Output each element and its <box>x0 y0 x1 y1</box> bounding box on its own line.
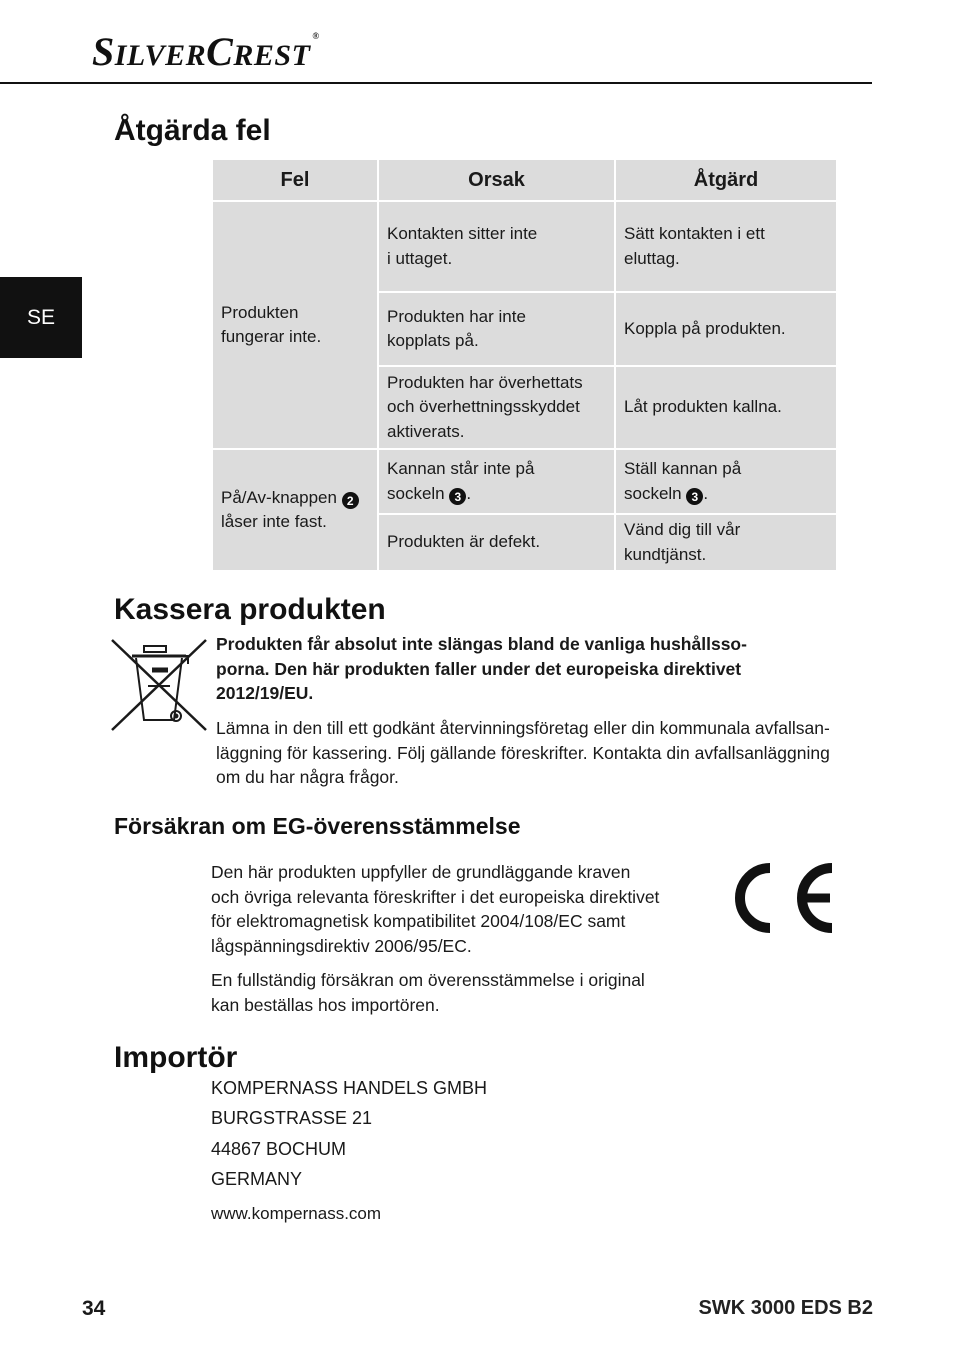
cause-cell: Produkten har överhettats och överhettningsskyddet aktiverats. <box>378 366 615 449</box>
importer-name: KOMPERNASS HANDELS GMBH <box>211 1078 488 1098</box>
registered-mark: ® <box>312 31 320 41</box>
logo-text: ILVER <box>114 39 207 72</box>
remedy-cell: Sätt kontakten i ett eluttag. <box>615 201 837 292</box>
disposal-text: Lämna in den till ett godkänt återvinningsföretag eller din kommunala avfallsan- läggning för kassering. Följ gällande föreskrifter. Kontakta din avfallsanläggning om du har några frågor. <box>216 718 830 787</box>
brand-logo <box>92 29 320 74</box>
model-number: SWK 3000 EDS B2 <box>698 1297 873 1319</box>
column-header: Fel <box>212 159 378 201</box>
importer-website-link[interactable]: www.kompernass.com <box>211 1204 382 1223</box>
language-tab-label: SE <box>26 305 55 329</box>
logo-text: REST <box>233 39 311 72</box>
cause-cell: Kannan står inte på sockeln 3 . <box>378 449 615 514</box>
remedy-cell: Ställ kannan på sockeln 3 . <box>615 449 837 514</box>
conformity-paragraph: Den här produkten uppfyller de grundläggande kraven och övriga relevanta föreskrifter i det europeiska direktivet för elektromagnetisk kompatibilitet 2004/108/EC samt lågspänningsdirektiv 2006/95/EC. <box>211 862 660 956</box>
language-tab <box>0 277 82 358</box>
number-3-icon: 3 <box>449 488 466 505</box>
conformity-title: Försäkran om EG-överensstämmelse <box>114 813 521 839</box>
table-header-row <box>212 159 837 201</box>
ce-mark-icon <box>730 862 838 934</box>
remedy-cell: Koppla på produkten. <box>615 292 837 366</box>
troubleshoot-table <box>211 158 838 572</box>
cause-cell: Produkten har inte kopplats på. <box>378 292 615 366</box>
column-header: Orsak <box>378 159 615 201</box>
table-row <box>212 449 837 514</box>
number-2-icon: 2 <box>342 492 359 509</box>
conformity-paragraph: En fullständig försäkran om överensstämmelse i original kan beställas hos importören. <box>211 970 645 1015</box>
fault-cell: Produkten fungerar inte. <box>212 201 378 449</box>
importer-country: GERMANY <box>211 1169 303 1189</box>
troubleshoot-title: Åtgärda fel <box>114 114 271 147</box>
cause-cell: Produkten är defekt. <box>378 514 615 571</box>
importer-city: 44867 BOCHUM <box>211 1139 347 1159</box>
crossed-bin-icon <box>108 636 212 732</box>
logo-letter: S <box>92 29 115 74</box>
logo-letter: C <box>206 29 234 74</box>
header-rule <box>0 82 872 84</box>
cause-cell: Kontakten sitter inte i uttaget. <box>378 201 615 292</box>
table-row <box>212 201 837 292</box>
remedy-cell: Vänd dig till vår kundtjänst. <box>615 514 837 571</box>
disposal-title: Kassera produkten <box>114 593 386 626</box>
number-3-icon: 3 <box>686 488 703 505</box>
fault-cell: På/Av-knappen 2 låser inte fast. <box>212 449 378 571</box>
page-number: 34 <box>82 1297 106 1320</box>
importer-street: BURGSTRASSE 21 <box>211 1108 373 1128</box>
column-header: Åtgärd <box>615 159 837 201</box>
remedy-cell: Låt produkten kallna. <box>615 366 837 449</box>
disposal-warning: Produkten får absolut inte slängas bland de vanliga hushållsso- porna. Den här produkten faller under det europeiska direktivet 2012/19/EU. <box>216 634 747 703</box>
importer-title: Importör <box>114 1041 238 1074</box>
